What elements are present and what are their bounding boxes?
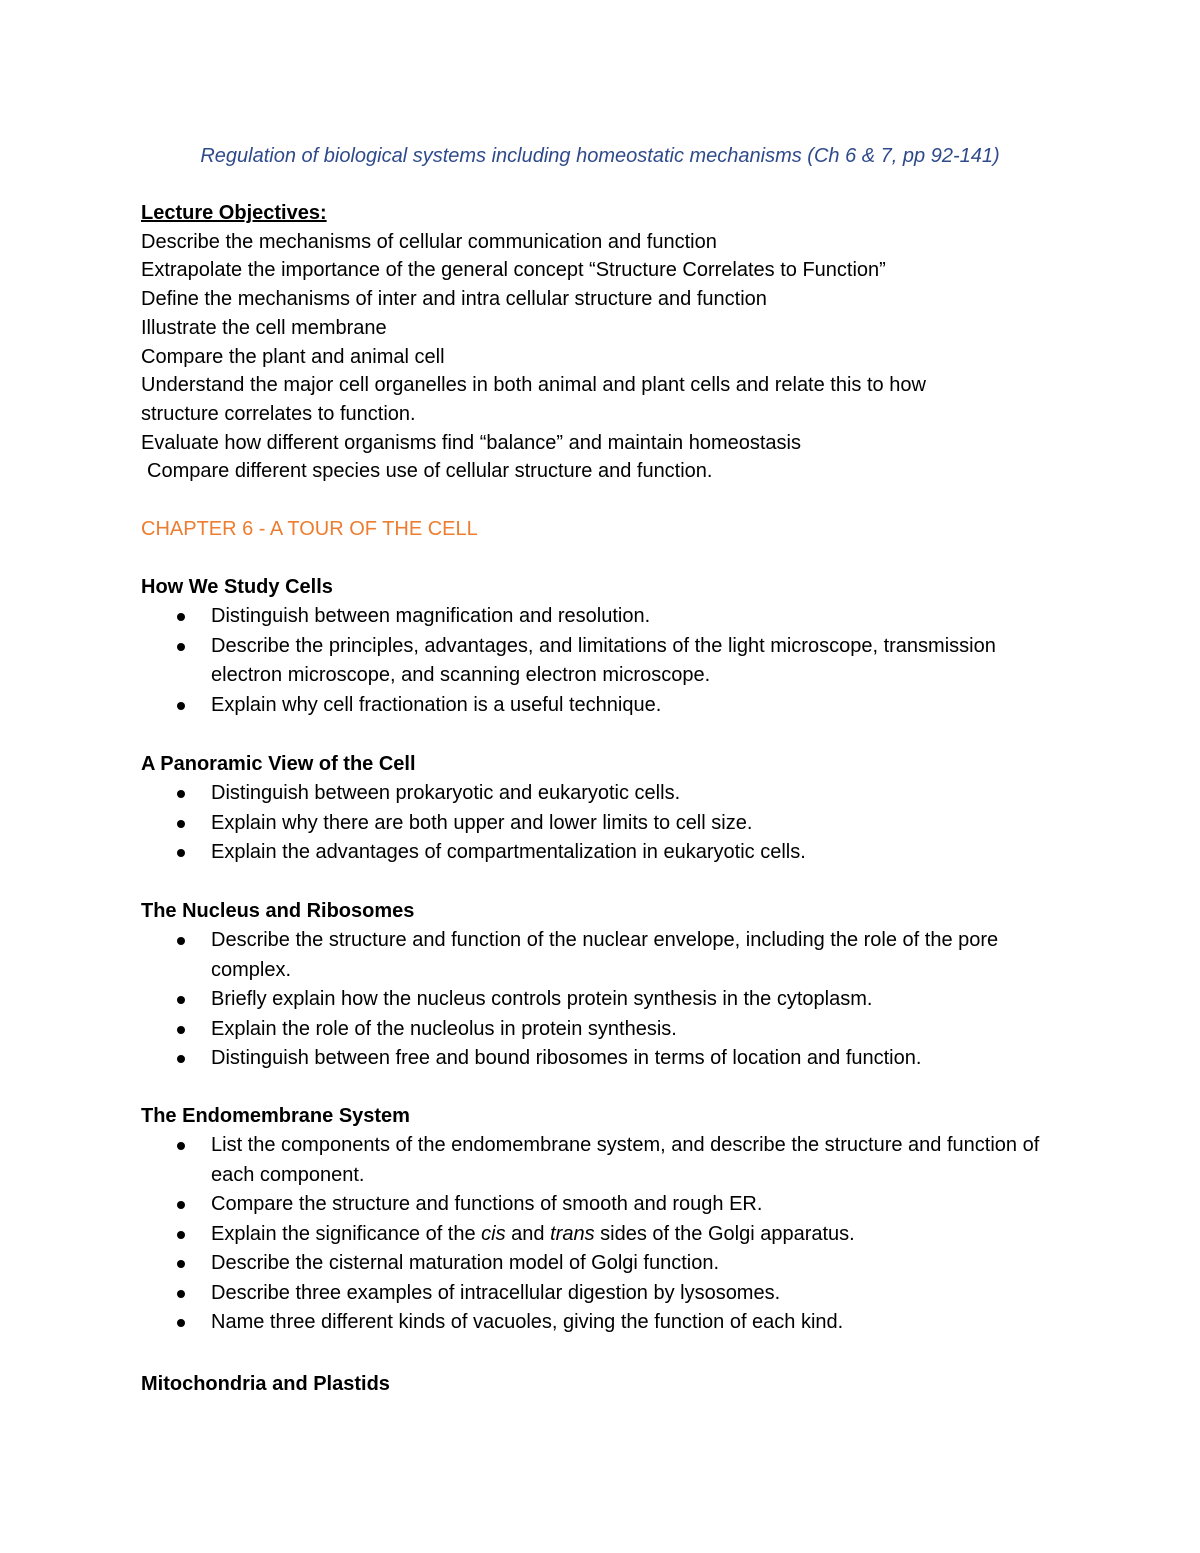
list-item-text: List the components of the endomembrane system, and describe the structure and function of each component.	[211, 1134, 1040, 1186]
bullet-icon	[177, 996, 185, 1004]
text-run: and	[505, 1222, 551, 1245]
list-item	[141, 691, 1041, 721]
bullet-list	[141, 926, 1041, 1074]
list-item-text: Describe the cisternal maturation model of Golgi function.	[211, 1252, 720, 1274]
section-heading: The Nucleus and Ribosomes	[141, 900, 415, 922]
list-item	[141, 809, 1041, 839]
list-item-text: Explain the advantages of compartmentalization in eukaryotic cells.	[211, 841, 806, 863]
list-item-text: Explain why cell fractionation is a useful technique.	[211, 693, 662, 716]
bullet-icon	[177, 849, 185, 857]
objective-item: Describe the mechanisms of cellular communication and function	[141, 230, 717, 253]
objective-item: Illustrate the cell membrane	[141, 316, 387, 339]
list-item-text: Describe the structure and function of the nuclear envelope, including the role of the pore complex.	[211, 929, 999, 981]
bullet-icon	[177, 1319, 185, 1327]
section-heading: The Endomembrane System	[141, 1105, 410, 1127]
objective-item: Compare different species use of cellular structure and function.	[147, 460, 713, 483]
list-item	[141, 779, 1041, 809]
chapter-heading: CHAPTER 6 - A TOUR OF THE CELL	[141, 518, 478, 540]
bullet-icon	[177, 1026, 185, 1034]
section-nucleus-ribosomes	[141, 896, 1041, 1074]
lecture-objectives	[141, 199, 1041, 486]
bullet-icon	[177, 1290, 185, 1298]
objective-item: structure correlates to function.	[141, 402, 416, 425]
list-item-text: Explain why there are both upper and lower limits to cell size.	[211, 811, 753, 834]
list-item-text	[211, 1223, 855, 1245]
bullet-icon	[177, 643, 185, 651]
text-run: Explain the significance of the	[211, 1222, 482, 1245]
section-heading: How We Study Cells	[141, 576, 333, 598]
section-how-we-study-cells	[141, 572, 1041, 720]
bullet-icon	[177, 1142, 185, 1150]
bullet-list	[141, 779, 1041, 868]
bullet-icon	[177, 1260, 185, 1268]
bullet-list	[141, 1131, 1041, 1338]
bullet-icon	[177, 937, 185, 945]
list-item	[141, 1015, 1041, 1045]
list-item-text: Describe three examples of intracellular digestion by lysosomes.	[211, 1281, 781, 1304]
list-item-text: Briefly explain how the nucleus controls protein synthesis in the cytoplasm.	[211, 988, 873, 1010]
bullet-list	[141, 602, 1041, 720]
list-item-text: Name three different kinds of vacuoles, giving the function of each kind.	[211, 1311, 844, 1333]
objective-item: Evaluate how different organisms find “balance” and maintain homeostasis	[141, 431, 801, 454]
document-title: Regulation of biological systems including homeostatic mechanisms (Ch 6 & 7, pp 92-141)	[200, 145, 1000, 167]
list-item	[141, 1044, 1041, 1074]
list-item	[141, 1249, 1041, 1279]
section-mitochondria-plastids	[141, 1369, 1041, 1399]
bullet-icon	[177, 613, 185, 621]
objective-item: Define the mechanisms of inter and intra cellular structure and function	[141, 288, 767, 311]
section-heading: Mitochondria and Plastids	[141, 1373, 390, 1395]
list-item-text: Distinguish between prokaryotic and eukaryotic cells.	[211, 782, 681, 804]
section-heading: A Panoramic View of the Cell	[141, 753, 416, 775]
list-item	[141, 985, 1041, 1015]
list-item	[141, 1190, 1041, 1220]
list-item	[141, 1308, 1041, 1338]
objective-item: Understand the major cell organelles in both animal and plant cells and relate this to how	[141, 374, 926, 397]
italic-term-trans: trans	[550, 1222, 595, 1245]
italic-term-cis: cis	[481, 1222, 506, 1245]
list-item	[141, 1220, 1041, 1250]
objectives-heading: Lecture Objectives:	[141, 202, 327, 224]
list-item	[141, 1131, 1041, 1190]
section-panoramic-view	[141, 749, 1041, 868]
list-item	[141, 838, 1041, 868]
objective-item: Extrapolate the importance of the general concept “Structure Correlates to Function”	[141, 259, 886, 282]
list-item-text: Compare the structure and functions of smooth and rough ER.	[211, 1193, 763, 1215]
bullet-icon	[177, 790, 185, 798]
list-item-text: Distinguish between free and bound ribosomes in terms of location and function.	[211, 1047, 922, 1069]
bullet-icon	[177, 702, 185, 710]
list-item	[141, 1279, 1041, 1309]
section-endomembrane-system	[141, 1101, 1041, 1338]
list-item-text: Distinguish between magnification and resolution.	[211, 605, 651, 627]
list-item	[141, 602, 1041, 632]
bullet-icon	[177, 1201, 185, 1209]
bullet-icon	[177, 820, 185, 828]
list-item-text: Explain the role of the nucleolus in protein synthesis.	[211, 1017, 677, 1040]
list-item	[141, 926, 1041, 985]
list-item-text: Describe the principles, advantages, and limitations of the light microscope, transmission electron microscope, and scanning electron microscope.	[211, 634, 996, 686]
bullet-icon	[177, 1055, 185, 1063]
list-item	[141, 632, 1041, 691]
objective-item: Compare the plant and animal cell	[141, 345, 445, 368]
bullet-icon	[177, 1231, 185, 1239]
text-run: sides of the Golgi apparatus.	[594, 1222, 855, 1245]
